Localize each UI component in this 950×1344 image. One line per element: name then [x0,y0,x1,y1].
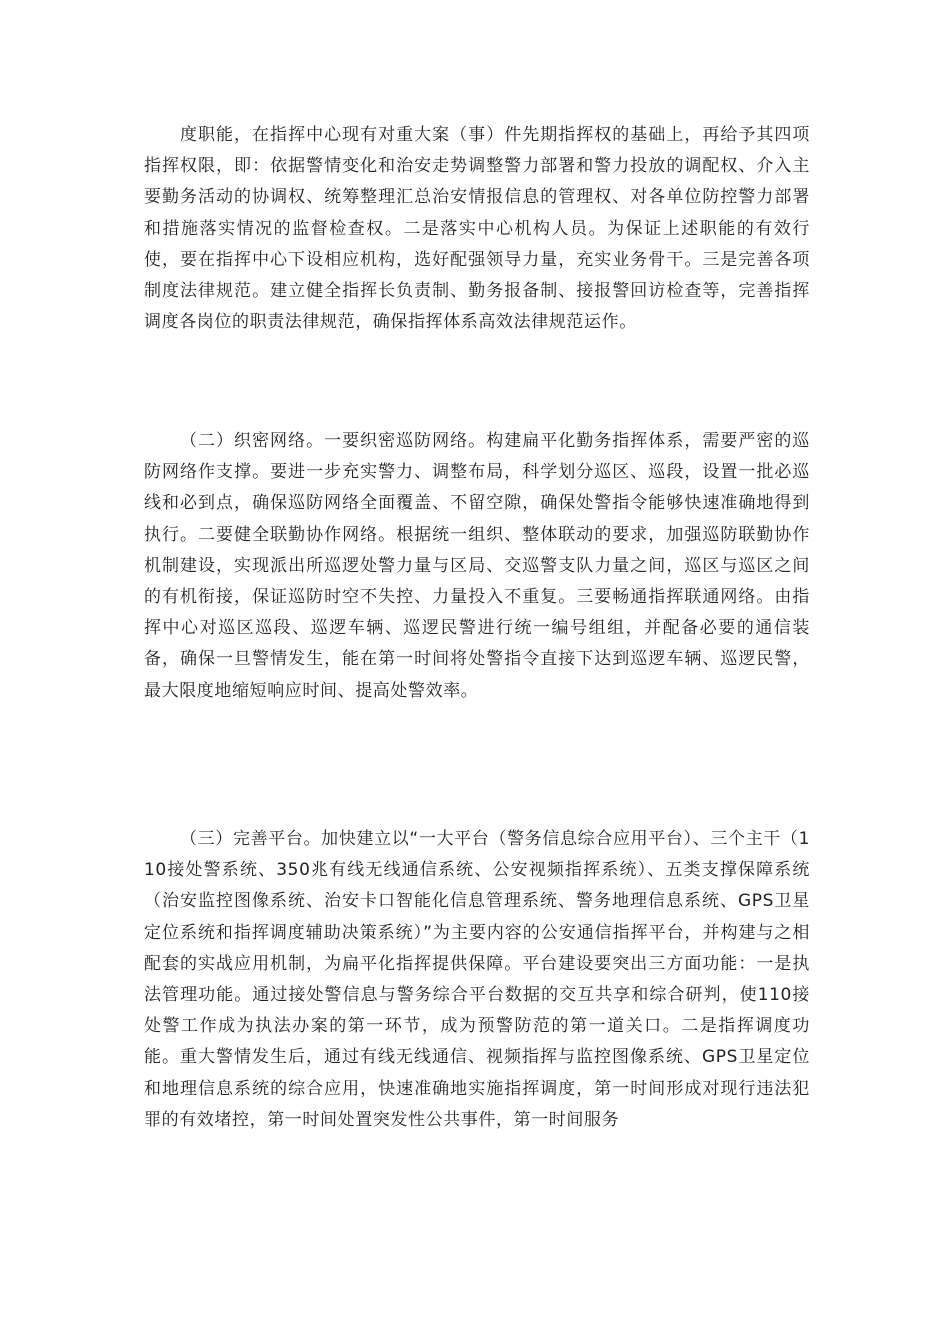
paragraph-1: 度职能，在指挥中心现有对重大案（事）件先期指挥权的基础上，再给予其四项指挥权限，即：依据警情变化和治安走势调整警力部署和警力投放的调配权、介入主要勤务活动的协调权、统筹整理汇总治安情报信息的管理权、对各单位防控警力部署和措施落实情况的监督检查权。二是落实中心机构人员。为保证上述职能的有效行使，要在指挥中心下设相应机构，选好配强领导力量，充实业务骨干。三是完善各项制度法律规范。建立健全指挥长负责制、勤务报备制、接报警回访检查等，完善指挥调度各岗位的职责法律规范，确保指挥体系高效法律规范运作。 [144,125,810,333]
paragraph-3: （三）完善平台。加快建立以“一大平台（警务信息综合应用平台）、三个主干（110接处警系统、350兆有线无线通信系统、公安视频指挥系统）、五类支撑保障系统（治安监控图像系统、治安卡口智能化信息管理系统、警务地理信息系统、GPS卫星定位系统和指挥调度辅助决策系统）”为主要内容的公安通信指挥平台，并构建与之相配套的实战应用机制，为扁平化指挥提供保障。平台建设要突出三方面功能：一是执法管理功能。通过接处警信息与警务综合平台数据的交互共享和综合研判，使110接处警工作成为执法办案的第一环节，成为预警防范的第一道关口。二是指挥调度功能。重大警情发生后，通过有线无线通信、视频指挥与监控图像系统、GPS卫星定位和地理信息系统的综合应用，快速准确地实施指挥调度，第一时间形成对现行违法犯罪的有效堵控，第一时间处置突发性公共事件，第一时间服务 [144,829,810,1130]
paragraph-2: （二）织密网络。一要织密巡防网络。构建扁平化勤务指挥体系，需要严密的巡防网络作支撑。要进一步充实警力、调整布局，科学划分巡区、巡段，设置一批必巡线和必到点，确保巡防网络全面覆盖、不留空隙，确保处警指令能够快速准确地得到执行。二要健全联勤协作网络。根据统一组织、整体联动的要求，加强巡防联勤协作机制建设，实现派出所巡逻处警力量与区局、交巡警支队力量之间，巡区与巡区之间的有机衔接，保证巡防时空不失控、力量投入不重复。三要畅通指挥联通网络。由指挥中心对巡区巡段、巡逻车辆、巡逻民警进行统一编号组组，并配备必要的通信装备，确保一旦警情发生，能在第一时间将处警指令直接下达到巡逻车辆、巡逻民警，最大限度地缩短响应时间、提高处警效率。 [144,431,810,701]
